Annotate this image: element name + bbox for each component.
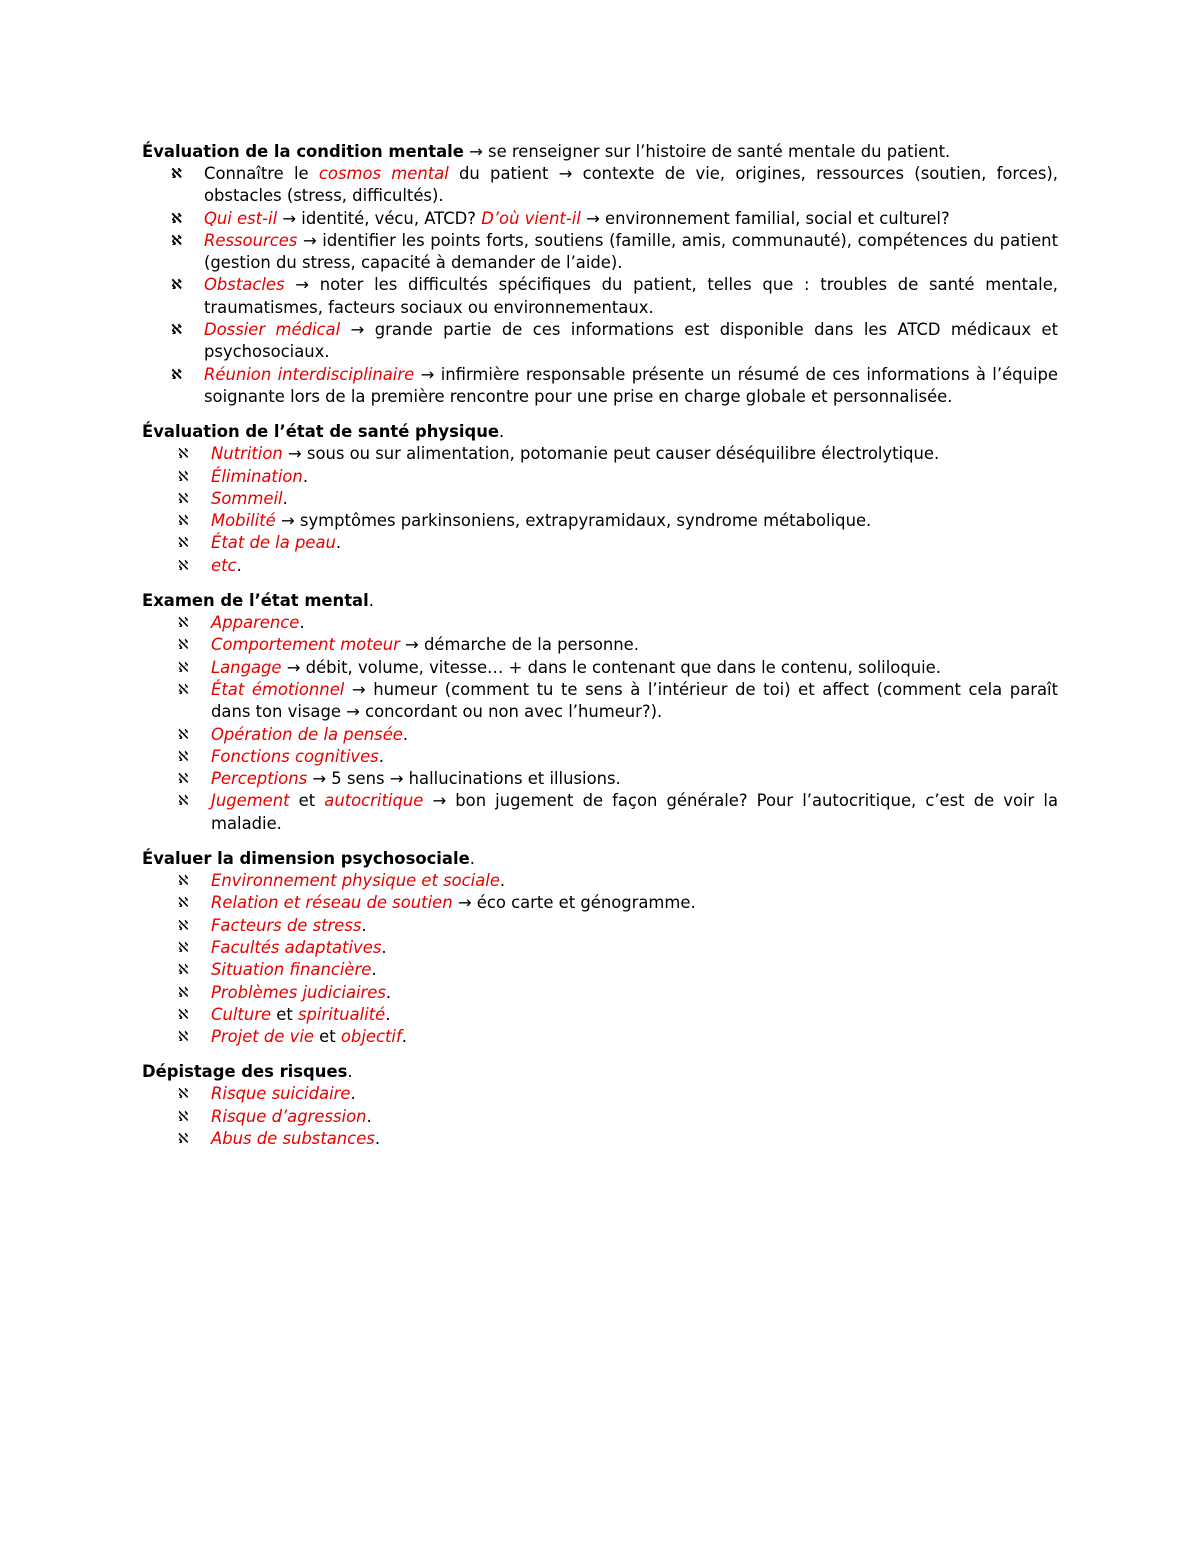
item-text: → humeur (comment tu te sens à l’intérieur de toi) et affect (comment cela paraît dans ton visage → concordant ou non avec l’humeur?). (211, 679, 1059, 722)
aleph-bullet-icon: ℵ (178, 1029, 189, 1046)
aleph-bullet-icon: ℵ (171, 366, 183, 383)
aleph-bullet-icon: ℵ (178, 917, 189, 934)
item-text: . (385, 1004, 391, 1024)
item-text: et (289, 791, 325, 811)
section-heading-title: Évaluation de la condition mentale (142, 142, 464, 161)
list-item (142, 612, 1058, 634)
item-text: → bon jugement de façon générale? Pour l’autocritique, c’est de voir la maladie. (211, 791, 1058, 833)
section-heading-text: . (469, 849, 475, 869)
list-item (142, 657, 1058, 679)
section (142, 420, 1058, 577)
list-item (142, 915, 1058, 937)
section-heading-text: . (347, 1062, 353, 1082)
list-item (142, 274, 1058, 319)
item-text: . (366, 1106, 372, 1126)
highlighted-term: Facteurs de stress (211, 915, 362, 935)
list-item (142, 982, 1058, 1004)
highlighted-term: Perceptions (211, 769, 308, 789)
item-text: . (499, 871, 506, 891)
list-item (142, 790, 1058, 835)
highlighted-term: Nutrition (211, 444, 283, 464)
item-text: . (378, 746, 384, 766)
item-text: → environnement familial, social et culturel? (580, 208, 950, 228)
document-page (142, 140, 1058, 1162)
list-item (142, 724, 1058, 746)
section-heading-title: Évaluation de l’état de santé physique (142, 422, 500, 442)
list-item (142, 555, 1058, 577)
section-heading (142, 847, 1058, 870)
item-text: → symptômes parkinsoniens, extrapyramidaux, syndrome métabolique. (275, 511, 872, 531)
item-text: . (371, 960, 377, 980)
highlighted-term: Mobilité (211, 511, 276, 531)
aleph-bullet-icon: ℵ (178, 771, 189, 788)
item-text: → infirmière responsable présente un résumé de ces informations à l’équipe soignante lors de la première rencontre pour une prise en charge globale et personnalisée. (204, 364, 1058, 406)
section (142, 140, 1058, 408)
highlighted-term: cosmos mental (318, 164, 449, 183)
highlighted-term: Apparence (211, 613, 300, 633)
aleph-bullet-icon: ℵ (171, 232, 183, 249)
list-item (142, 746, 1058, 768)
item-text: . (374, 1128, 381, 1148)
item-text: . (381, 937, 387, 957)
highlighted-term: autocritique (324, 791, 424, 811)
highlighted-term: Facultés adaptatives (211, 937, 382, 957)
highlighted-term: Élimination (211, 466, 303, 486)
aleph-bullet-icon: ℵ (178, 873, 189, 890)
list-item (142, 892, 1058, 914)
highlighted-term: Environnement physique et sociale (211, 871, 500, 891)
highlighted-term: Dossier médical (204, 320, 341, 340)
aleph-bullet-icon: ℵ (178, 615, 189, 632)
list-item (142, 1026, 1058, 1048)
highlighted-term: D’où vient-il (481, 208, 581, 228)
item-text: . (282, 488, 288, 508)
list-item (142, 937, 1058, 959)
aleph-bullet-icon: ℵ (178, 962, 189, 979)
section-heading-title: Évaluer la dimension psychosociale (142, 849, 470, 869)
item-text: → 5 sens → hallucinations et illusions. (307, 769, 621, 789)
list-item (142, 959, 1058, 981)
list-item (142, 1083, 1058, 1105)
list-item (142, 679, 1058, 724)
aleph-bullet-icon: ℵ (171, 210, 183, 227)
list-item (142, 466, 1058, 488)
highlighted-term: Qui est-il (204, 208, 278, 228)
item-text: du patient → contexte de vie, origines, ressources (soutien, forces), obstacles (stress, difficultés). (204, 164, 1058, 206)
highlighted-term: etc (211, 555, 237, 575)
item-text: → éco carte et génogramme. (452, 893, 696, 913)
list-item (142, 364, 1058, 409)
highlighted-term: Langage (211, 657, 282, 677)
item-text: → débit, volume, vitesse… + dans le contenant que dans le contenu, soliloquie. (281, 657, 941, 677)
aleph-bullet-icon: ℵ (178, 1006, 189, 1023)
section-heading-text: . (499, 422, 505, 442)
highlighted-term: Culture (211, 1004, 272, 1024)
list-item (142, 1128, 1058, 1150)
item-text: . (401, 1027, 407, 1047)
list-item (142, 634, 1058, 656)
item-text: . (335, 533, 342, 553)
item-text: . (299, 613, 305, 633)
highlighted-term: Situation financière (211, 960, 372, 980)
section-heading (142, 420, 1058, 443)
item-text: . (385, 982, 392, 1002)
item-text: → identifier les points forts, soutiens (famille, amis, communauté), compétences du patient (gestion du stress, capacité à demander de l’aide). (204, 230, 1058, 273)
item-text: → démarche de la personne. (399, 635, 639, 655)
list-item (142, 163, 1058, 208)
item-text: → sous ou sur alimentation, potomanie peut causer déséquilibre électrolytique. (282, 444, 940, 464)
bullet-list (142, 612, 1058, 835)
aleph-bullet-icon: ℵ (178, 748, 189, 765)
highlighted-term: Relation et réseau de soutien (211, 893, 453, 913)
aleph-bullet-icon: ℵ (171, 166, 183, 182)
bullet-list (142, 163, 1058, 408)
highlighted-term: Sommeil (211, 488, 283, 508)
aleph-bullet-icon: ℵ (178, 659, 189, 676)
aleph-bullet-icon: ℵ (178, 939, 189, 956)
highlighted-term: État de la peau (211, 533, 336, 553)
aleph-bullet-icon: ℵ (171, 322, 183, 339)
item-text: Connaître le (204, 164, 319, 183)
list-item (142, 488, 1058, 510)
highlighted-term: Opération de la pensée (211, 724, 403, 744)
highlighted-term: Réunion interdisciplinaire (204, 364, 415, 384)
list-item (142, 1106, 1058, 1128)
list-item (142, 1004, 1058, 1026)
section-heading (142, 589, 1058, 612)
highlighted-term: Projet de vie (211, 1027, 314, 1047)
list-item (142, 443, 1058, 465)
section-heading-title: Examen de l’état mental (142, 591, 369, 611)
list-item (142, 208, 1058, 230)
highlighted-term: État émotionnel (211, 679, 345, 699)
section-heading-text: → se renseigner sur l’histoire de santé mentale du patient. (463, 142, 951, 161)
item-text: → grande partie de ces informations est disponible dans les ATCD médicaux et psychosociaux. (204, 320, 1059, 362)
aleph-bullet-icon: ℵ (171, 277, 183, 294)
highlighted-term: spiritualité (297, 1004, 386, 1024)
aleph-bullet-icon: ℵ (178, 1130, 189, 1147)
bullet-list (142, 443, 1058, 577)
aleph-bullet-icon: ℵ (178, 535, 189, 552)
section (142, 1060, 1058, 1150)
bullet-list (142, 870, 1058, 1048)
item-text: . (236, 555, 242, 575)
highlighted-term: Obstacles (204, 275, 285, 295)
list-item (142, 319, 1058, 364)
list-item (142, 870, 1058, 892)
aleph-bullet-icon: ℵ (178, 895, 189, 912)
aleph-bullet-icon: ℵ (178, 637, 189, 654)
section-heading (142, 1060, 1058, 1083)
highlighted-term: objectif (340, 1027, 402, 1047)
highlighted-term: Risque suicidaire (211, 1084, 351, 1104)
section-heading (142, 140, 1058, 163)
list-item (142, 768, 1058, 790)
highlighted-term: Jugement (211, 791, 290, 811)
highlighted-term: Abus de substances (211, 1128, 375, 1148)
highlighted-term: Ressources (204, 230, 298, 250)
highlighted-term: Risque d’agression (211, 1106, 367, 1126)
highlighted-term: Fonctions cognitives (211, 746, 379, 766)
aleph-bullet-icon: ℵ (178, 446, 189, 463)
section (142, 847, 1058, 1048)
list-item (142, 510, 1058, 532)
aleph-bullet-icon: ℵ (178, 557, 189, 574)
section-heading-text: . (368, 591, 374, 611)
item-text: et (313, 1027, 341, 1047)
highlighted-term: Problèmes judiciaires (211, 982, 386, 1002)
item-text: → noter les difficultés spécifiques du patient, telles que : troubles de santé mentale, traumatismes, facteurs sociaux ou environnementaux. (204, 275, 1058, 317)
item-text: . (402, 724, 409, 744)
aleph-bullet-icon: ℵ (178, 468, 189, 485)
aleph-bullet-icon: ℵ (178, 726, 189, 743)
aleph-bullet-icon: ℵ (178, 984, 189, 1001)
list-item (142, 532, 1058, 554)
aleph-bullet-icon: ℵ (178, 490, 189, 507)
item-text: . (302, 466, 309, 486)
list-item (142, 230, 1058, 275)
bullet-list (142, 1083, 1058, 1150)
item-text: et (271, 1004, 298, 1024)
aleph-bullet-icon: ℵ (178, 513, 189, 530)
section-heading-title: Dépistage des risques (142, 1062, 348, 1082)
item-text: . (361, 915, 367, 935)
aleph-bullet-icon: ℵ (178, 1108, 189, 1125)
highlighted-term: Comportement moteur (211, 635, 400, 655)
aleph-bullet-icon: ℵ (178, 681, 189, 698)
item-text: → identité, vécu, ATCD? (277, 208, 482, 228)
item-text: . (350, 1084, 356, 1104)
aleph-bullet-icon: ℵ (178, 793, 189, 810)
section (142, 589, 1058, 835)
aleph-bullet-icon: ℵ (178, 1086, 189, 1103)
